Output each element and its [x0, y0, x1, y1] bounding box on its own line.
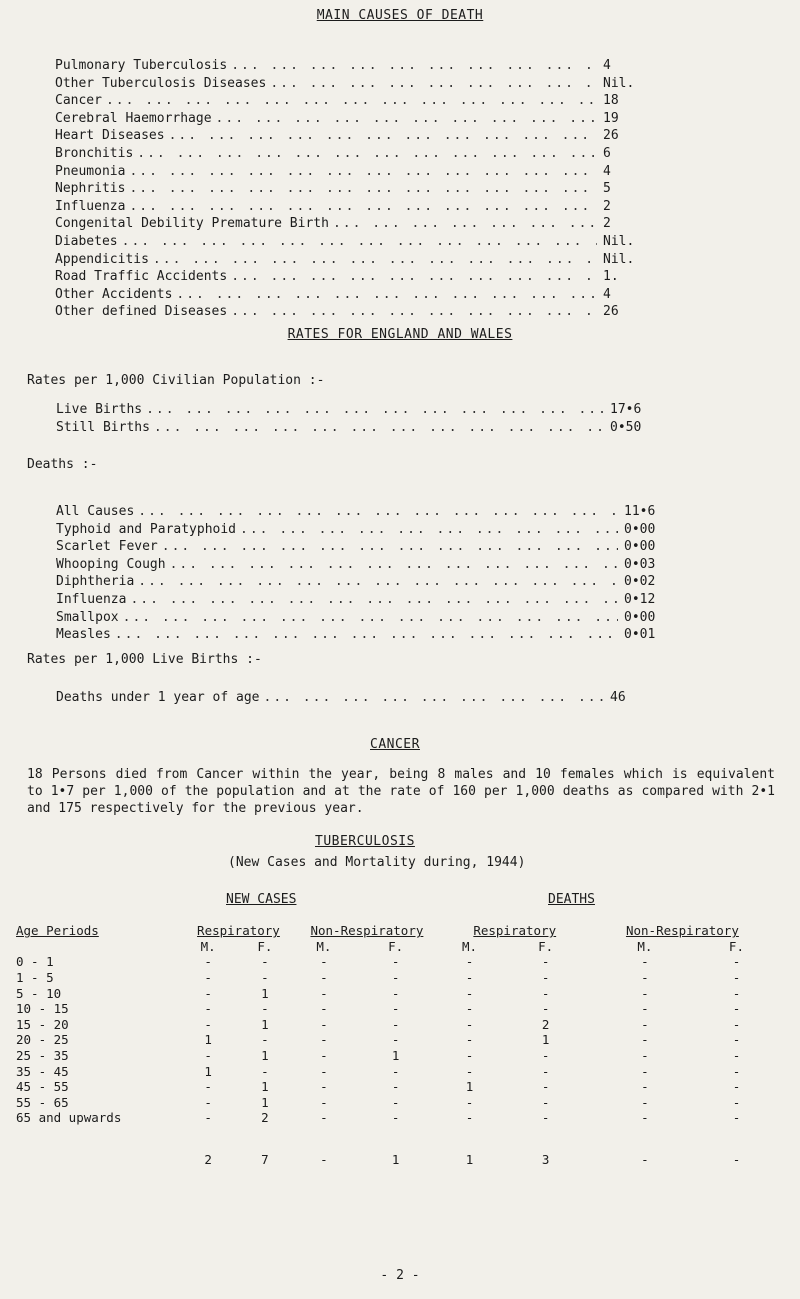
tb-cell: - — [641, 1048, 649, 1064]
death-rate-row — [56, 504, 664, 522]
deaths-intro: Deaths :- — [27, 457, 98, 472]
cause-row — [55, 181, 643, 199]
tb-row — [14, 970, 774, 986]
death-rate-row-label: All Causes — [56, 504, 135, 519]
death-rate-row-value: 0•00 — [624, 521, 656, 537]
tb-cell: - — [320, 1032, 328, 1048]
tb-cell: - — [204, 954, 212, 970]
cause-row-value: 19 — [603, 110, 619, 126]
cancer-paragraph: 18 Persons died from Cancer within the year, being 8 males and 10 females which is equivalent to 1•7 per 1,000 of the population and at the rate of 160 per 1,000 deaths as compared with 2•1 and 175 respectively for the previous year. — [27, 767, 775, 816]
tb-row — [14, 954, 774, 970]
civilian-rates-intro: Rates per 1,000 Civilian Population :- — [27, 373, 325, 388]
age-period-cell: 20 - 25 — [16, 1032, 69, 1048]
age-periods-header: Age Periods — [16, 923, 99, 939]
live-births-rates-intro: Rates per 1,000 Live Births :- — [27, 652, 262, 667]
tb-cell: - — [641, 1016, 649, 1032]
tb-cell: - — [320, 954, 328, 970]
cause-row-value: 5 — [603, 181, 611, 197]
tb-cell: - — [391, 1063, 400, 1079]
sex-header-m: M. — [461, 938, 478, 954]
death-rate-row-value: 0•12 — [624, 591, 656, 607]
cause-row-value: 4 — [603, 58, 611, 73]
cause-row-value: 26 — [603, 128, 619, 144]
tb-cell: - — [391, 954, 400, 970]
total-cell: 7 — [261, 1152, 269, 1168]
birth-rate-row-label: Live Births — [56, 402, 143, 417]
total-cell: - — [641, 1152, 649, 1168]
d-respiratory-header: Respiratory — [473, 923, 557, 939]
death-rate-row — [56, 592, 664, 610]
tb-row — [14, 1001, 774, 1017]
infant-deaths-row — [56, 690, 650, 708]
tuberculosis-subtitle: (New Cases and Mortality during, 1944) — [228, 855, 526, 870]
new-cases-heading: NEW CASES — [226, 892, 297, 907]
tb-cell: - — [465, 1032, 474, 1048]
tb-cell: 2 — [541, 1016, 550, 1032]
tb-cell: - — [641, 985, 649, 1001]
tb-cell: - — [320, 970, 328, 986]
tb-cell: - — [391, 1079, 400, 1095]
sex-header-f: F. — [388, 938, 404, 954]
tb-header-row-2 — [14, 939, 774, 955]
cause-row-label: Heart Diseases — [55, 128, 165, 144]
tb-cell: - — [541, 1001, 550, 1017]
tb-cell: - — [541, 970, 550, 986]
tb-cell: 1 — [261, 1048, 269, 1064]
tb-row — [14, 1079, 774, 1095]
cause-row — [55, 93, 643, 111]
age-period-cell: 35 - 45 — [16, 1063, 69, 1079]
cause-row-label: Nephritis — [55, 181, 126, 197]
cause-row-label: Cerebral Haemorrhage — [55, 110, 212, 126]
sex-header-m: M. — [637, 938, 653, 954]
birth-rate-row — [56, 402, 650, 420]
page-number: - 2 - — [380, 1268, 420, 1283]
tb-cell: - — [641, 970, 649, 986]
tb-cell: - — [204, 985, 212, 1001]
tb-cell: - — [465, 1094, 474, 1110]
age-period-cell: 55 - 65 — [16, 1094, 69, 1110]
tb-cell: - — [641, 1079, 649, 1095]
cause-row — [55, 58, 643, 76]
tb-cell: 1 — [261, 1016, 269, 1032]
death-rate-row-value: 11•6 — [624, 504, 656, 519]
tb-cell: - — [465, 1016, 474, 1032]
tb-cell: - — [261, 1063, 269, 1079]
tb-cell: - — [641, 954, 649, 970]
tb-cell: - — [391, 1016, 400, 1032]
tb-row — [14, 1110, 774, 1126]
tb-cell: - — [204, 1110, 212, 1126]
tb-cell: - — [641, 1094, 649, 1110]
death-rate-row — [56, 610, 664, 628]
births-list — [56, 402, 650, 437]
death-rate-row-label: Whooping Cough — [56, 556, 166, 572]
tb-cell: - — [641, 1110, 649, 1126]
cause-row-value: 26 — [603, 304, 619, 320]
death-rate-row-value: 0•00 — [624, 539, 656, 555]
tb-cell: 1 — [204, 1032, 212, 1048]
death-rate-row — [56, 557, 664, 575]
tb-cell: 1 — [465, 1079, 474, 1095]
cancer-title: CANCER — [370, 737, 420, 752]
death-rate-row-label: Influenza — [56, 591, 127, 607]
cause-row-label: Bronchitis — [55, 145, 134, 161]
tb-row — [14, 1095, 774, 1111]
rates-title: RATES FOR ENGLAND AND WALES — [287, 327, 513, 342]
cause-row-value: 2 — [603, 216, 611, 232]
cause-row — [55, 164, 643, 182]
birth-rate-row-label: Still Births — [56, 419, 150, 435]
tb-cell: - — [732, 1063, 741, 1079]
main-causes-title: MAIN CAUSES OF DEATH — [316, 8, 484, 23]
tb-cell: - — [541, 985, 550, 1001]
d-non-respiratory-header: Non-Respiratory — [625, 923, 739, 939]
total-cell: 3 — [541, 1152, 550, 1168]
cause-row-value: 1. — [603, 269, 619, 285]
cause-row-label: Cancer — [55, 93, 102, 109]
tb-totals-row — [14, 1152, 774, 1168]
nc-respiratory-header: Respiratory — [197, 923, 280, 939]
tb-cell: - — [732, 1048, 741, 1064]
death-rate-row-label: Scarlet Fever — [56, 539, 158, 555]
tb-cell: - — [541, 954, 550, 970]
sex-header-f: F. — [728, 938, 744, 954]
tb-cell: 2 — [261, 1110, 269, 1126]
total-cell: 1 — [465, 1152, 474, 1168]
tb-cell: - — [204, 1048, 212, 1064]
tb-cell: - — [320, 1063, 328, 1079]
tb-cell: 1 — [261, 985, 269, 1001]
tb-cell: - — [641, 1063, 649, 1079]
cause-row-label: Influenza — [55, 198, 126, 214]
tb-cell: - — [204, 1001, 212, 1017]
main-causes-list — [55, 58, 643, 322]
cause-row-value: Nil. — [603, 233, 635, 249]
tb-cell: - — [261, 1001, 269, 1017]
tb-row — [14, 1048, 774, 1064]
cause-row-value: 4 — [603, 286, 611, 302]
death-rate-row-value: 0•02 — [624, 574, 656, 590]
cause-row-label: Other Accidents — [55, 286, 173, 302]
tb-cell: - — [261, 954, 269, 970]
tb-row — [14, 985, 774, 1001]
tb-cell: - — [391, 1110, 400, 1126]
age-period-cell: 65 and upwards — [16, 1110, 122, 1126]
tb-cell: - — [465, 1048, 474, 1064]
tb-cell: 1 — [541, 1032, 550, 1048]
tb-cell: - — [541, 1110, 550, 1126]
death-rate-row-label: Typhoid and Paratyphoid — [56, 521, 237, 537]
tb-cell: 1 — [261, 1094, 269, 1110]
cause-row — [55, 304, 643, 322]
birth-rate-row — [56, 420, 650, 438]
tb-cell: - — [541, 1063, 550, 1079]
tb-cell: - — [391, 970, 400, 986]
tb-cell: - — [320, 1110, 328, 1126]
tb-cell: - — [204, 1094, 212, 1110]
tb-cell: - — [465, 1001, 474, 1017]
tb-cell: - — [320, 1001, 328, 1017]
cause-row-label: Diabetes — [55, 233, 118, 249]
tb-cell: - — [732, 1001, 741, 1017]
death-rate-row — [56, 539, 664, 557]
cause-row-label: Other Tuberculosis Diseases — [55, 75, 267, 91]
cause-row-value: 6 — [603, 145, 611, 161]
tb-cell: - — [465, 970, 474, 986]
total-cell: 2 — [204, 1152, 212, 1168]
cause-row-label: Road Traffic Accidents — [55, 269, 228, 285]
tb-cell: - — [732, 985, 741, 1001]
cause-row — [55, 111, 643, 129]
cause-row-value: 18 — [603, 93, 619, 109]
nc-non-respiratory-header: Non-Respiratory — [310, 923, 424, 939]
tuberculosis-title: TUBERCULOSIS — [315, 834, 415, 849]
cause-row-value: 2 — [603, 198, 611, 214]
infant-deaths-value: 46 — [610, 690, 626, 705]
death-rate-row-value: 0•03 — [624, 556, 656, 572]
tb-row — [14, 1063, 774, 1079]
age-period-cell: 1 - 5 — [16, 970, 54, 986]
tb-cell: - — [732, 970, 741, 986]
infant-deaths-label: Deaths under 1 year of age — [56, 690, 260, 705]
tb-cell: - — [204, 1016, 212, 1032]
tb-cell: - — [541, 1079, 550, 1095]
tb-cell: - — [465, 985, 474, 1001]
cause-row-value: 4 — [603, 163, 611, 179]
tb-cell: - — [641, 1032, 649, 1048]
tb-cell: - — [320, 1094, 328, 1110]
sex-header-f: F. — [538, 938, 554, 954]
total-cell: - — [732, 1152, 741, 1168]
tb-cell: - — [732, 1094, 741, 1110]
tb-header-row-1 — [14, 923, 774, 939]
cause-row — [55, 216, 643, 234]
birth-rate-row-value: 17•6 — [610, 402, 642, 417]
total-cell: 1 — [391, 1152, 400, 1168]
cause-row-label: Pneumonia — [55, 163, 126, 179]
death-rate-row — [56, 522, 664, 540]
death-rate-row — [56, 574, 664, 592]
cause-row-label: Appendicitis — [55, 251, 149, 267]
cause-row-value: Nil. — [603, 251, 635, 267]
tuberculosis-table — [14, 923, 774, 1167]
tb-cell: - — [732, 1032, 741, 1048]
death-rate-row-value: 0•00 — [624, 609, 656, 625]
cause-row-label: Pulmonary Tuberculosis — [55, 58, 228, 73]
tb-cell: - — [320, 1079, 328, 1095]
death-rate-row-label: Measles — [56, 627, 111, 643]
tb-cell: - — [391, 985, 400, 1001]
sex-header-m: M. — [316, 938, 332, 954]
tb-cell: - — [465, 1110, 474, 1126]
tb-cell: - — [732, 954, 741, 970]
age-period-cell: 10 - 15 — [16, 1001, 69, 1017]
age-period-cell: 5 - 10 — [16, 985, 62, 1001]
total-cell: - — [320, 1152, 328, 1168]
tb-cell: 1 — [261, 1079, 269, 1095]
tb-row — [14, 1017, 774, 1033]
tb-row — [14, 1032, 774, 1048]
tb-cell: - — [320, 1016, 328, 1032]
death-rate-row — [56, 627, 664, 645]
cause-row — [55, 128, 643, 146]
cause-row — [55, 287, 643, 305]
cause-row-label: Other defined Diseases — [55, 304, 228, 320]
tb-cell: - — [261, 970, 269, 986]
cause-row — [55, 252, 643, 270]
tb-cell: - — [391, 1032, 400, 1048]
cause-row — [55, 234, 643, 252]
age-period-cell: 0 - 1 — [16, 954, 54, 970]
sex-header-f: F. — [257, 938, 273, 954]
age-period-cell: 45 - 55 — [16, 1079, 69, 1095]
death-rate-row-label: Smallpox — [56, 609, 119, 625]
tb-cell: 1 — [391, 1048, 400, 1064]
tb-cell: - — [320, 1048, 328, 1064]
tb-cell: - — [541, 1048, 550, 1064]
cause-row — [55, 76, 643, 94]
tb-cell: - — [391, 1094, 400, 1110]
tb-cell: - — [465, 954, 474, 970]
tb-cell: - — [261, 1032, 269, 1048]
tb-cell: - — [465, 1063, 474, 1079]
age-period-cell: 25 - 35 — [16, 1048, 69, 1064]
deaths-heading: DEATHS — [548, 892, 595, 907]
cause-row — [55, 269, 643, 287]
tb-cell: - — [732, 1110, 741, 1126]
tb-cell: - — [204, 970, 212, 986]
age-period-cell: 15 - 20 — [16, 1016, 69, 1032]
tb-cell: - — [732, 1016, 741, 1032]
tb-cell: - — [391, 1001, 400, 1017]
tb-cell: - — [732, 1079, 741, 1095]
tb-cell: - — [641, 1001, 649, 1017]
birth-rate-row-value: 0•50 — [610, 419, 642, 435]
tb-cell: 1 — [204, 1063, 212, 1079]
death-rate-row-label: Diphtheria — [56, 574, 135, 590]
tb-cell: - — [541, 1094, 550, 1110]
cause-row — [55, 199, 643, 217]
tb-cell: - — [320, 985, 328, 1001]
cause-row-value: Nil. — [603, 75, 635, 91]
tb-cell: - — [204, 1079, 212, 1095]
deaths-rates-list — [56, 504, 664, 645]
death-rate-row-value: 0•01 — [624, 627, 656, 643]
sex-header-m: M. — [200, 938, 216, 954]
cause-row-label: Congenital Debility Premature Birth — [55, 216, 329, 232]
cause-row — [55, 146, 643, 164]
